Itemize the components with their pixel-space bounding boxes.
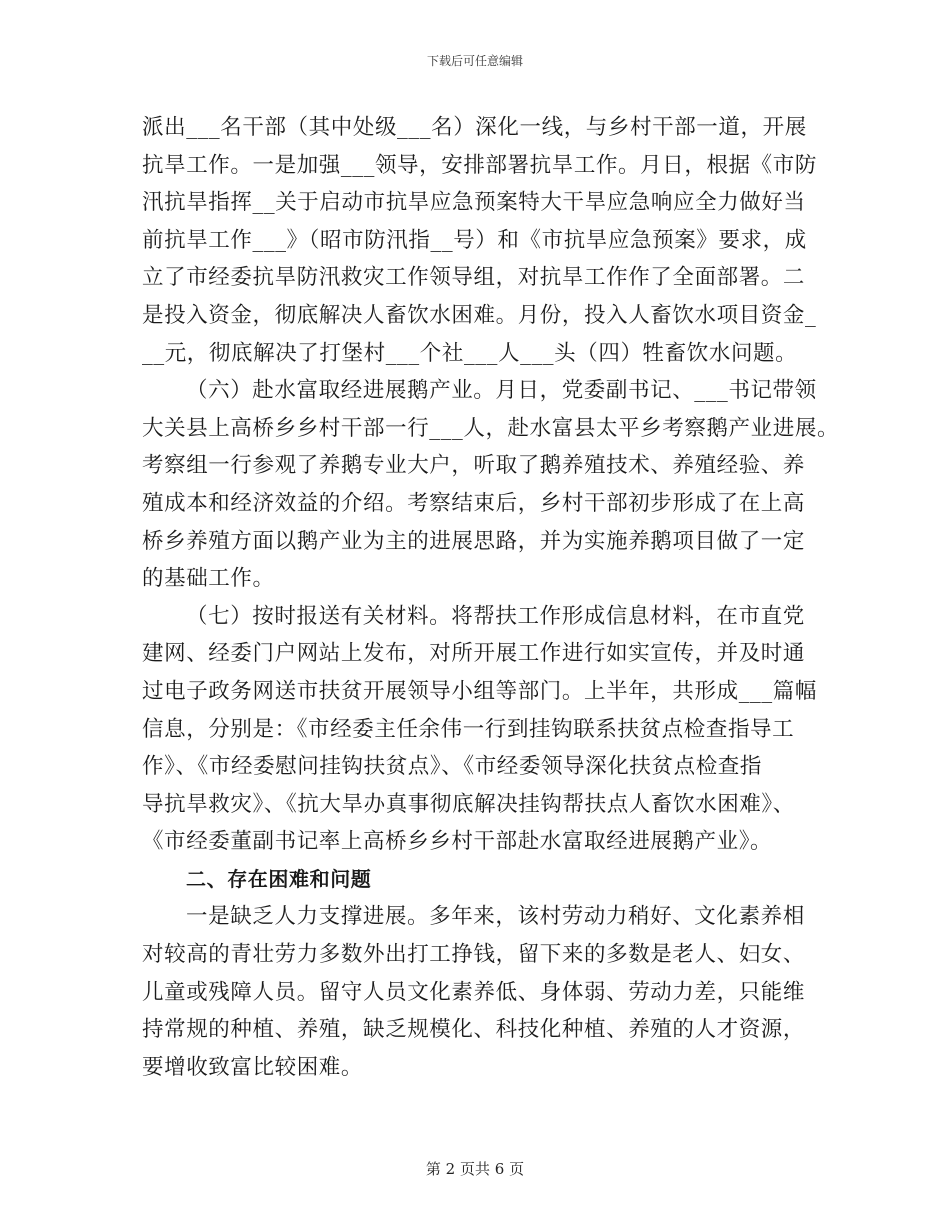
- paragraph-start-line: （六）赴水富取经进展鹅产业。月日，党委副书记、___书记带领: [186, 378, 817, 404]
- paragraph-start-line: （七）按时报送有关材料。将帮扶工作形成信息材料，在市直党: [186, 603, 805, 629]
- body-line: 派出___名干部（其中处级___名）深化一线，与乡村干部一道，开展: [142, 115, 807, 140]
- body-line: 桥乡养殖方面以鹅产业为主的进展思路，并为实施养鹅项目做了一定: [142, 528, 806, 554]
- body-line: 大关县上高桥乡乡村干部一行___人，赴水富县太平乡考察鹅产业进展。: [142, 415, 840, 441]
- body-line: 考察组一行参观了养鹅专业大户，听取了鹅养殖技术、养殖经验、养: [142, 453, 806, 479]
- body-line: 殖成本和经济效益的介绍。考察结束后，乡村干部初步形成了在上高: [142, 490, 806, 516]
- body-line: 立了市经委抗旱防汛救灾工作领导组，对抗旱工作作了全面部署。二: [142, 265, 806, 291]
- body-line: __元，彻底解决了打堡村___个社___人___头（四）牲畜饮水问题。: [142, 340, 798, 366]
- body-line: 建网、经委门户网站上发布，对所开展工作进行如实宣传，并及时通: [142, 641, 806, 667]
- body-line: 抗旱工作。一是加强___领导，安排部署抗旱工作。月日，根据《市防: [142, 152, 817, 178]
- page-number: 第 2 页共 6 页: [425, 1160, 525, 1178]
- body-line: 信息，分别是：《市经委主任余伟一行到挂钩联系扶贫点检查指导工: [142, 716, 795, 742]
- body-line: 儿童或残障人员。留守人员文化素养低、身体弱、劳动力差，只能维: [142, 979, 806, 1005]
- body-line: 要增收致富比较困难。: [142, 1054, 364, 1080]
- body-line: 的基础工作。: [142, 566, 275, 592]
- body-line: 对较高的青壮劳力多数外出打工挣钱，留下来的多数是老人、妇女、: [142, 942, 806, 968]
- body-line: 是投入资金，彻底解决人畜饮水困难。月份，投入人畜饮水项目资金_: [142, 302, 817, 328]
- document-body: [142, 109, 840, 1086]
- body-line: 导抗旱救灾》、《抗大旱办真事彻底解决挂钩帮扶点人畜饮水困难》、: [142, 791, 795, 817]
- body-line: 前抗旱工作___》（昭市防汛指__号）和《市抗旱应急预案》要求，成: [142, 227, 807, 253]
- body-line: 过电子政务网送市扶贫开展领导小组等部门。上半年，共形成___篇幅: [142, 678, 817, 704]
- page-header: 下载后可任意编辑: [426, 54, 523, 68]
- body-line: 汛抗旱指挥__关于启动市抗旱应急预案特大干旱应急响应全力做好当: [142, 190, 806, 216]
- body-line: 《市经委董副书记率上高桥乡乡村干部赴水富取经进展鹅产业》。: [142, 829, 773, 855]
- body-line: 持常规的种植、养殖，缺乏规模化、科技化种植、养殖的人才资源，: [142, 1017, 806, 1043]
- section-heading: 二、存在困难和问题: [186, 866, 372, 891]
- body-line: 作》、《市经委慰问挂钩扶贫点》、《市经委领导深化扶贫点检查指: [142, 754, 763, 780]
- paragraph-start-line: 一是缺乏人力支撑进展。多年来，该村劳动力稍好、文化素养相: [186, 904, 805, 930]
